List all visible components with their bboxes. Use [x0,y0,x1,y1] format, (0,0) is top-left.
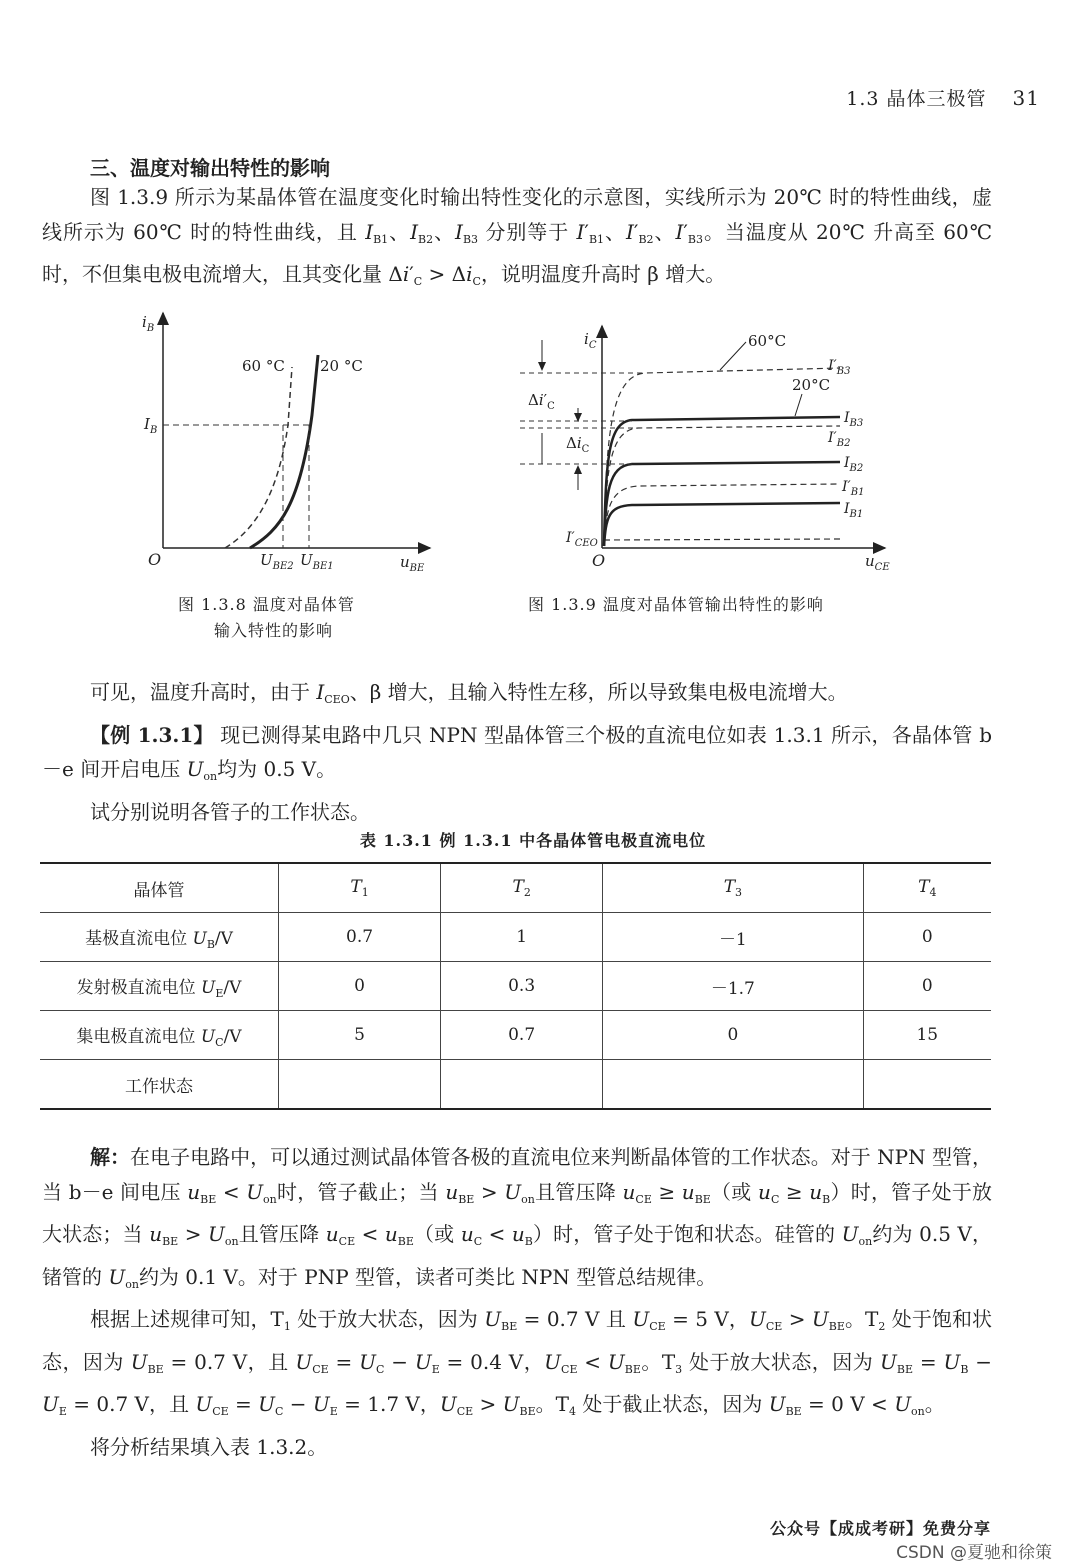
x-axis-label: $u_{CE}$ [865,552,890,573]
table-row: 工作状态 [40,1060,991,1110]
header-t1: $T_1$ [279,863,441,913]
label-ib3: $I_{B3}$ [844,410,864,429]
table-header-row [40,863,991,913]
y-axis-label: $i_C$ [584,330,597,351]
label-ib2-prime: $I'_{B2}$ [828,430,851,449]
potential-table [40,862,991,1110]
label-ib1: $I_{B1}$ [844,501,864,520]
label-ib3-prime: $I'_{B3}$ [828,358,851,377]
table-row: 发射极直流电位 $U_E/V$ 0 0.3 －1.7 0 [40,962,991,1011]
label-60c: 60°C [748,332,787,350]
ube1-label: $U_{BE1}$ [300,551,334,572]
example-label: 【例 1.3.1】 [90,722,214,747]
ube2-label: $U_{BE2}$ [260,551,294,572]
x-axis-label: $u_{BE}$ [400,553,425,574]
page-number: 31 [1012,86,1040,110]
label-ib1-prime: $I'_{B1}$ [842,479,865,498]
iceo-prime-line [604,539,840,540]
label-60c: 60 °C [242,357,285,375]
header-t4: $T_4$ [863,863,991,913]
ib-label: $I_B$ [144,415,158,436]
delta-ic-label: $\Delta i_C$ [566,434,590,455]
curve-20c [250,355,318,548]
figure-1-3-8 [130,305,450,585]
table-caption: 表 1.3.1 例 1.3.1 中各晶体管电极直流电位 [359,831,707,850]
curve-ib2-prime [604,426,840,546]
intro-paragraph: 图 1.3.9 所示为某晶体管在温度变化时输出特性变化的示意图，实线所示为 20℃ 时的特性曲线，虚线所示为 60℃ 时的特性曲线，且 $I_{B1}$、$I_{B2}$、$I_{B3}$ 分别等于 $I'_{B1}$、$I'_{B2}$、$I'_{B3}$。当温度从 20℃ 升高至 60℃ 时，不但集电极电流增大，且其变化量 $\Delta i'_C > \Delta i_C$，说明温度升高时 β 增大。 [42,185,993,288]
origin-label: O [592,551,606,570]
curve-ib3-prime [604,368,840,546]
fig-1-3-8-caption: 图 1.3.8 温度对晶体管 输入特性的影响 [178,595,355,640]
label-20c: 20 °C [320,357,363,375]
solution-label: 解： [90,1145,131,1169]
curve-ib1-prime [604,484,840,546]
label-ib2: $I_{B2}$ [844,455,864,474]
section-title: 三、温度对输出特性的影响 [90,156,330,180]
solution-paragraph: 解：在电子电路中，可以通过测试晶体管各极的直流电位来判断晶体管的工作状态。对于 NPN 型管，当 b－e 间电压 $u_{BE} < U_{on}$时，管子截止；当 $u_{BE} > U_{on}$且管压降 $u_{CE} \ge u_{BE}$（或 $u_C \ge u_B$）时，管子处于放大状态；当 $u_{BE} > U_{on}$且管压降 $u_{CE} < u_{BE}$（或 $u_C < u_B$）时，管子处于饱和状态。硅管的 $U_{on}$约为 0.5 V，锗管的 $U_{on}$约为 0.1 V。对于 PNP 型管，读者可类比 NPN 型管总结规律。 根据上述规律可知，$T_1$ 处于放大状态，因为 $U_{BE} = 0.7$ V 且 $U_{CE} = 5$ V，$U_{CE} > U_{BE}$。$T_2$ 处于饱和状态，因为 $U_{BE} = 0.7$ V，且 $U_{CE} = U_C - U_E = 0.4$ V，$U_{CE} < U_{BE}$。$T_3$ 处于放大状态，因为 $U_{BE} = U_B - U_E = 0.7$ V，且 $U_{CE} = U_C - U_E = 1.7$ V，$U_{CE} > U_{BE}$。$T_4$ 处于截止状态，因为 $U_{BE} = 0$ $V < U_{on}$。 将分析结果填入表 1.3.2。 [42,1145,993,1459]
footer-note: 公众号【成成考研】免费分享 [770,1519,992,1538]
label-20c: 20°C [792,376,831,394]
after-figure-paragraph: 可见，温度升高时，由于 $I_{CEO}$、β 增大，且输入特性左移，所以导致集电极电流增大。 【例 1.3.1】 现已测得某电路中几只 NPN 型晶体管三个极的直流电位如表 1.3.1 所示，各晶体管 b－e 间开启电压 $U_{on}$均为 0.5 V。 试分别说明各管子的工作状态。 [42,680,992,824]
header-t3: $T_3$ [603,863,863,913]
table-row: 集电极直流电位 $U_C/V$ 5 0.7 0 15 [40,1011,991,1060]
header-t2: $T_2$ [441,863,603,913]
delta-ic-prime-label: $\Delta i'_C$ [528,391,555,412]
header-label: 晶体管 [40,863,279,913]
figure-1-3-9 [520,318,900,580]
page-header [846,84,1040,111]
origin-label: O [148,550,162,569]
table-row: 基极直流电位 $U_B/V$ 0.7 1 －1 0 [40,913,991,962]
y-axis-label: $i_B$ [142,313,155,334]
fig-1-3-9-caption: 图 1.3.9 温度对晶体管输出特性的影响 [528,595,824,614]
header-section: 1.3 晶体三极管 [846,88,987,110]
curve-ib3 [604,417,840,546]
watermark: CSDN @夏驰和徐策 [896,1543,1052,1563]
label-iceo-prime: $I'_{CEO}$ [566,530,598,549]
